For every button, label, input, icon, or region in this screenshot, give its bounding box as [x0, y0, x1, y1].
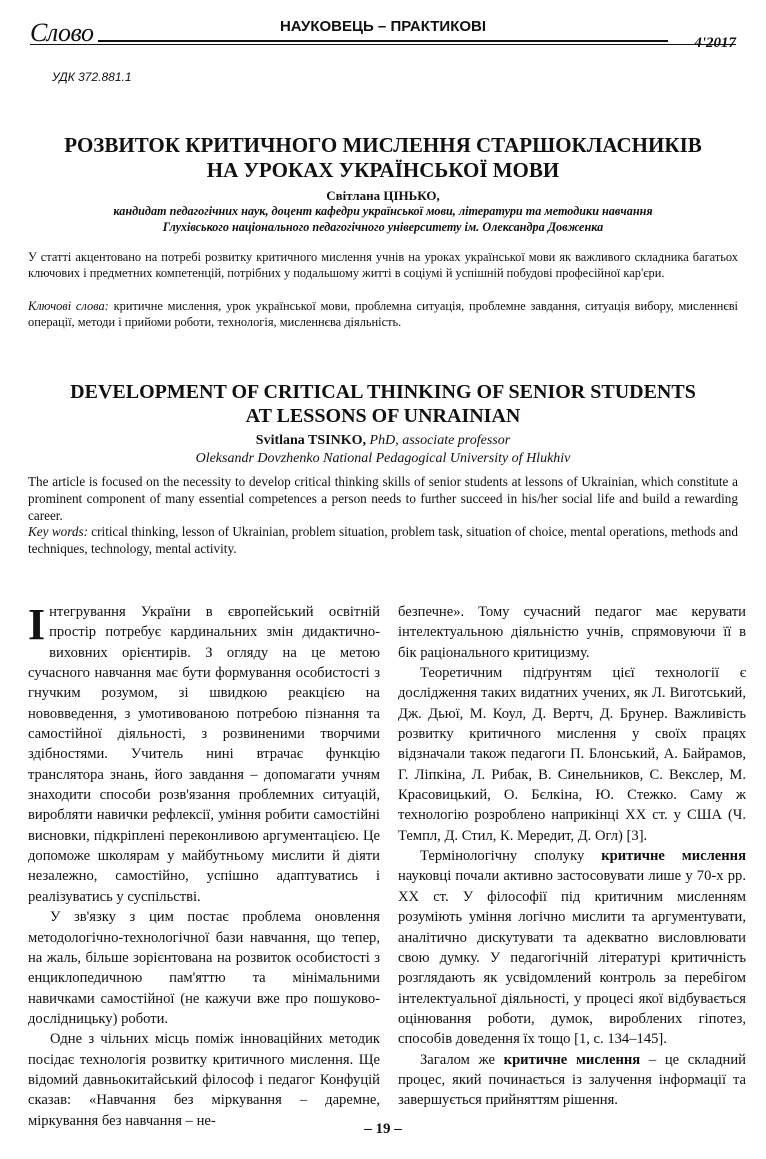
- drop-cap: І: [28, 600, 46, 649]
- body-column-left: [28, 602, 380, 1131]
- en-affiliation: Oleksandr Dovzhenko National Pedagogical University of Hlukhiv: [195, 450, 571, 466]
- ua-keywords-label: Ключові слова:: [28, 299, 109, 313]
- en-title-line-2: AT LESSONS OF UNRAINIAN: [245, 405, 521, 427]
- en-abstract: The article is focused on the necessity to develop critical thinking skills of senior students at lessons of Ukrainian, which constitute a prominent component of many essential competences a person needs to further succeed in his/her social life and build a rewarding career.: [28, 474, 738, 523]
- ua-title-line-1: РОЗВИТОК КРИТИЧНОГО МИСЛЕННЯ СТАРШОКЛАСНИКІВ: [64, 133, 702, 157]
- body-paragraph: безпечне». Тому сучасний педагог має керувати інтелектуальною діяльністю учнів, спрямовуючи її в бік раціонального критицизму.: [398, 604, 746, 661]
- ua-title-line-2: НА УРОКАХ УКРАЇНСЬКОЇ МОВИ: [206, 158, 560, 183]
- issue-number: 4'2017: [694, 35, 736, 51]
- body-column-right: [398, 602, 746, 1111]
- ua-affil-line-2: Глухівського національного педагогічного університету ім. Олександра Довженка: [162, 219, 604, 234]
- en-keywords: [28, 524, 738, 558]
- ua-abstract: У статті акцентовано на потребі розвитку критичного мислення учнів на уроках української мови як важливого складника багатьох ключових і предметних компетенцій, потрібних у подальшому житті в соціумі й успішній побудові професійної кар'єри.: [28, 250, 738, 280]
- ua-article-title: [40, 133, 726, 183]
- term-highlight: критичне мислення: [503, 1051, 641, 1068]
- en-author-line: [40, 432, 726, 450]
- en-author-block: [40, 432, 726, 467]
- term-highlight: критичне мислення: [601, 848, 746, 865]
- body-paragraph: У зв'язку з цим постає проблема оновлення методологічно-технологічної бази навчання, що тепер, на жаль, більше зорієнтована на розвиток особистості з енциклопедичною пам'яттю та мінімальними навичками самостійної (не кажучи вже про пошуково-дослідницьку) роботи.: [28, 909, 380, 1027]
- body-paragraph: Інтегрування України в європейський освітній простір потребує кардинальних змін дидактично-виховних орієнтирів. З огляду на це метою сучасного навчання має бути формування особистості з гнучким розумом, зі швидкою реакцією на нововведення, з умотивованою потребою пізнання та самостійної діяльності, з розвиненими творчими здібностями. Учитель нині втрачає функцію транслятора знань, його завдання – допомагати учням знаходити способи розв'язання проблемних ситуацій, виробляти навички рефлексії, уміння робити самостійні висновки, підкріплені переконливою аргументацією. Це допоможе школярам у майбутньому мислити й діяти незалежно, самостійно, успішно адаптуватись і реалізуватись у суспільстві.: [28, 600, 380, 905]
- ua-keywords: [28, 299, 738, 331]
- en-author-position: PhD, associate professor: [366, 433, 511, 448]
- en-article-title: [40, 380, 726, 428]
- header-rule-thin: [30, 44, 736, 45]
- udk-code: УДК 372.881.1: [52, 70, 132, 84]
- body-paragraph: Одне з чільних місць поміж інноваційних методик посідає технологія розвитку критичного мислення. Ще відомий давньокитайський філософ і педагог Конфуцій сказав: «Навчання без міркування – даремне, міркування без навчання – не-: [28, 1031, 380, 1129]
- en-author-name: Svitlana TSINKO,: [255, 433, 367, 448]
- ua-keywords-text: критичне мислення, урок української мови, проблемна ситуація, проблемне завдання, ситуація вибору, мисленнєві операції, методи і прийоми роботи, технологія, мисленнєва діяльність.: [28, 299, 739, 329]
- ua-affil-line-1: кандидат педагогічних наук, доцент кафедри української мови, літератури та методики навчання: [113, 204, 653, 219]
- en-title-line-1: DEVELOPMENT OF CRITICAL THINKING OF SENIOR STUDENTS: [70, 381, 696, 403]
- page-number: – 19 –: [364, 1121, 402, 1137]
- header-rule: [98, 40, 668, 42]
- ua-author-name: Світлана ЦІНЬКО,: [326, 188, 440, 203]
- ua-author-block: [40, 188, 726, 235]
- body-paragraph: Теоретичним підґрунтям цієї технології є дослідження таких видатних учених, як Л. Виготський, Дж. Дьюї, М. Коул, Д. Вертч, Д. Брунер. Важливість розвитку критичного мислення у своїх працях відзначали також педагоги П. Блонський, А. Байрамов, Г. Ліпкіна, Л. Рибак, В. Синельников, С. Векслер, М. Красовицький, О. Бєлкіна, Ю. Стежко. Саму ж технологію розроблено наприкінці XX ст. у США (Ч. Темпл, Д. Стил, К. Мередит, Д. Огл) [3].: [398, 665, 746, 844]
- en-keywords-label: Key words:: [28, 524, 88, 539]
- journal-section-title: НАУКОВЕЦЬ – ПРАКТИКОВІ: [279, 18, 487, 35]
- body-paragraph: Загалом же критичне мислення – це складний процес, який починається із залучення інформації та завершується прийняттям рішення.: [398, 1051, 746, 1109]
- en-keywords-text: critical thinking, lesson of Ukrainian, problem situation, problem task, situation of choice, mental operations, methods and techniques, technology, mental activity.: [28, 524, 738, 556]
- body-paragraph: Термінологічну сполуку критичне мислення науковці почали активно застосовувати лише у 70-х рр. XX ст. У філософії під критичним мисленням розуміють уміння логічно мислити та аргументувати, аналітично дискутувати та адекватно висловлювати свою думку. У педагогічній літературі критичність розглядають як усвідомлений контроль за перебігом інтелектуальної діяльності, у процесі якої відбувається оцінювання роботи, думок, вироблених гіпотез, способів доведення їх тощо [1, с. 134–145].: [398, 848, 746, 1048]
- journal-logo: Слово: [30, 18, 94, 47]
